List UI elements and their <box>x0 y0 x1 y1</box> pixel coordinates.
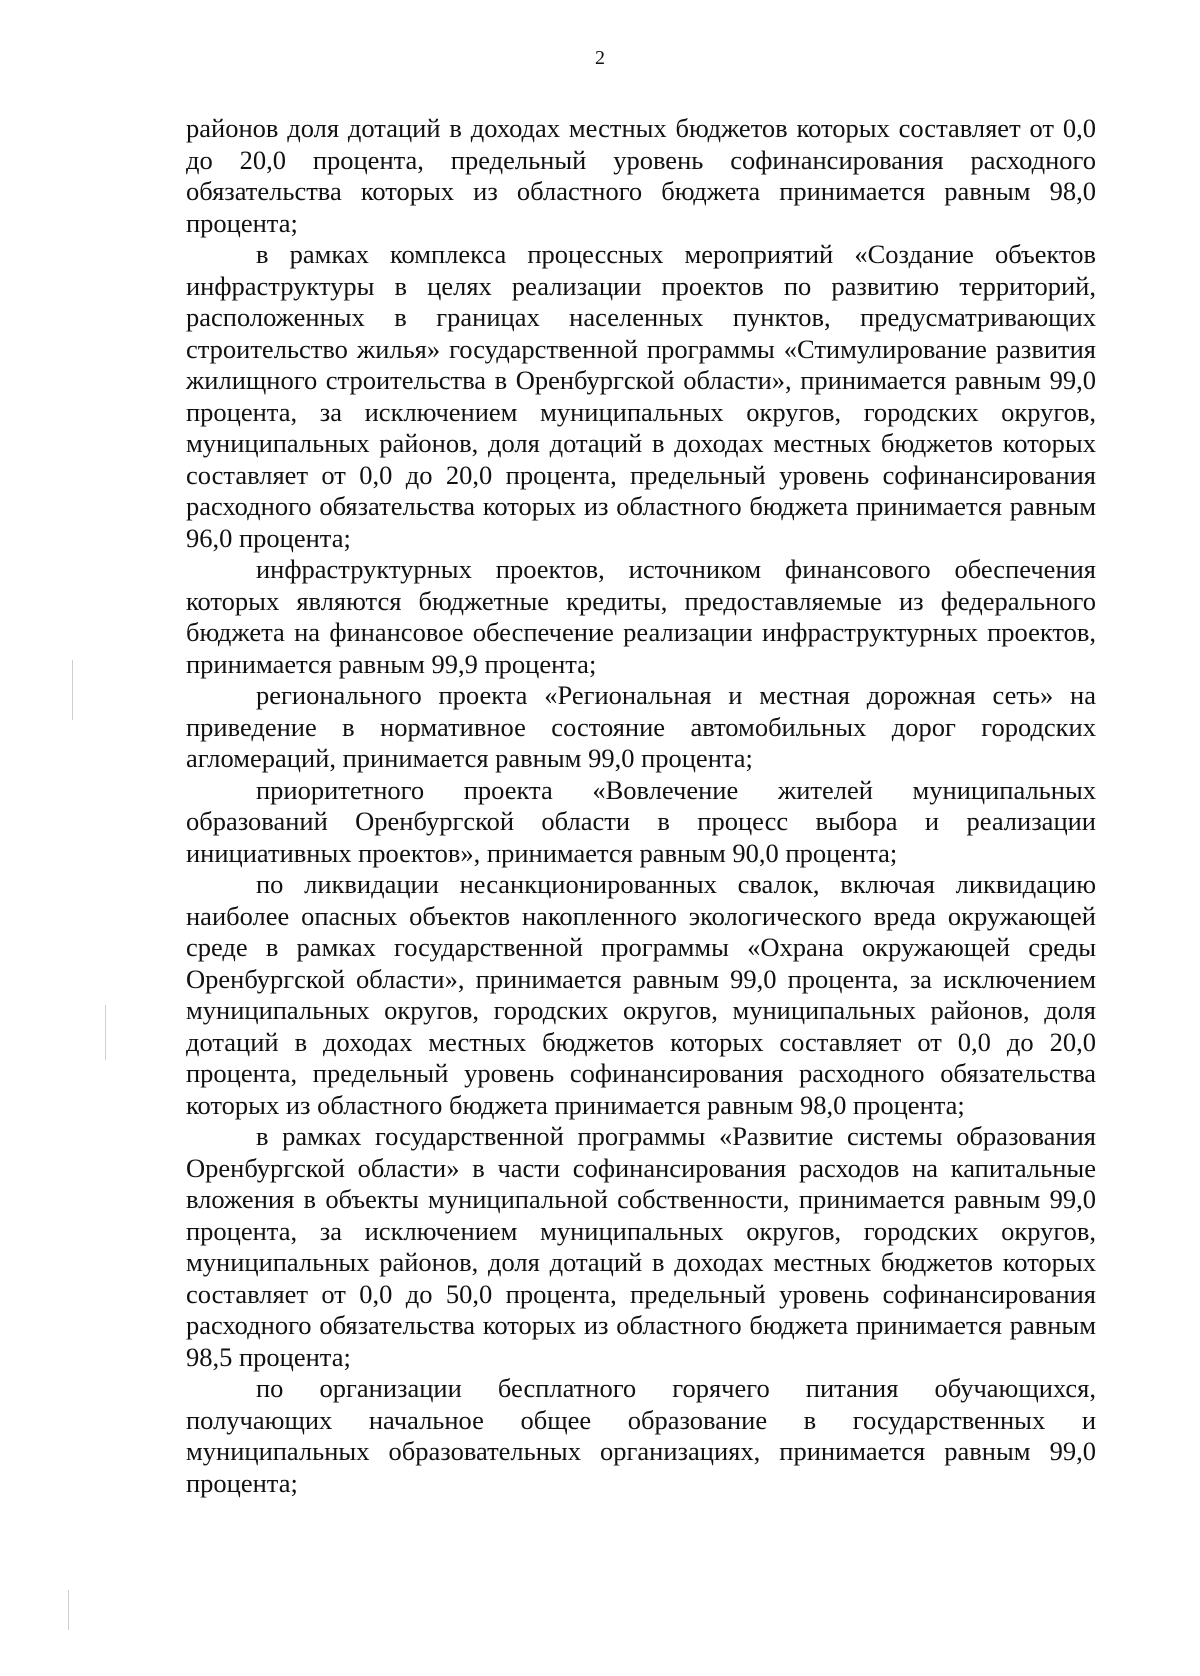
paragraph: регионального проекта «Региональная и местная дорожная сеть» на приведение в нормативное состояние автомобильных дорог городских агломераций, принимается равным 99,0 процента; <box>186 680 1096 773</box>
scan-margin-mark <box>72 660 73 720</box>
page-number: 2 <box>595 47 605 69</box>
paragraph: по ликвидации несанкционированных свалок, включая ликвидацию наиболее опасных объектов накопленного экологического вреда окружающей среде в рамках государственной программы «Охрана окружающей среды Оренбургской области», принимается равным 99,0 процента, за исключением муниципальных округов, городских округов, муниципальных районов, доля дотаций в доходах местных бюджетов которых составляет от 0,0 до 20,0 процента, предельный уровень софинансирования расходного обязательства которых из областного бюджета принимается равным 98,0 процента; <box>186 869 1096 1120</box>
scan-margin-mark <box>105 1005 106 1060</box>
paragraph: в рамках государственной программы «Развитие системы образования Оренбургской области» в части софинансирования расходов на капитальные вложения в объекты муниципальной собственности, принимается равным 99,0 процента, за исключением муниципальных округов, городских округов, муниципальных районов, доля дотаций в доходах местных бюджетов которых составляет от 0,0 до 50,0 процента, предельный уровень софинансирования расходного обязательства которых из областного бюджета принимается равным 98,5 процента; <box>186 1121 1096 1372</box>
paragraph: по организации бесплатного горячего питания обучающихся, получающих начальное общее образование в государственных и муниципальных образовательных организациях, принимается равным 99,0 процента; <box>186 1373 1096 1498</box>
scan-margin-mark <box>68 1590 69 1630</box>
paragraph: районов доля дотаций в доходах местных бюджетов которых составляет от 0,0 до 20,0 процента, предельный уровень софинансирования расходного обязательства которых из областного бюджета принимается равным 98,0 процента; <box>186 113 1096 238</box>
document-body <box>186 113 1096 1499</box>
paragraph: приоритетного проекта «Вовлечение жителей муниципальных образований Оренбургской области в процесс выбора и реализации инициативных проектов», принимается равным 90,0 процента; <box>186 774 1096 868</box>
paragraph: инфраструктурных проектов, источником финансового обеспечения которых являются бюджетные кредиты, предоставляемые из федерального бюджета на финансовое обеспечение реализации инфраструктурных проектов, принимается равным 99,9 процента; <box>186 554 1096 679</box>
paragraph: в рамках комплекса процессных мероприятий «Создание объектов инфраструктуры в целях реализации проектов по развитию территорий, расположенных в границах населенных пунктов, предусматривающих строительство жилья» государственной программы «Стимулирование развития жилищного строительства в Оренбургской области», принимается равным 99,0 процента, за исключением муниципальных округов, городских округов, муниципальных районов, доля дотаций в доходах местных бюджетов которых составляет от 0,0 до 20,0 процента, предельный уровень софинансирования расходного обязательства которых из областного бюджета принимается равным 96,0 процента; <box>186 239 1096 553</box>
